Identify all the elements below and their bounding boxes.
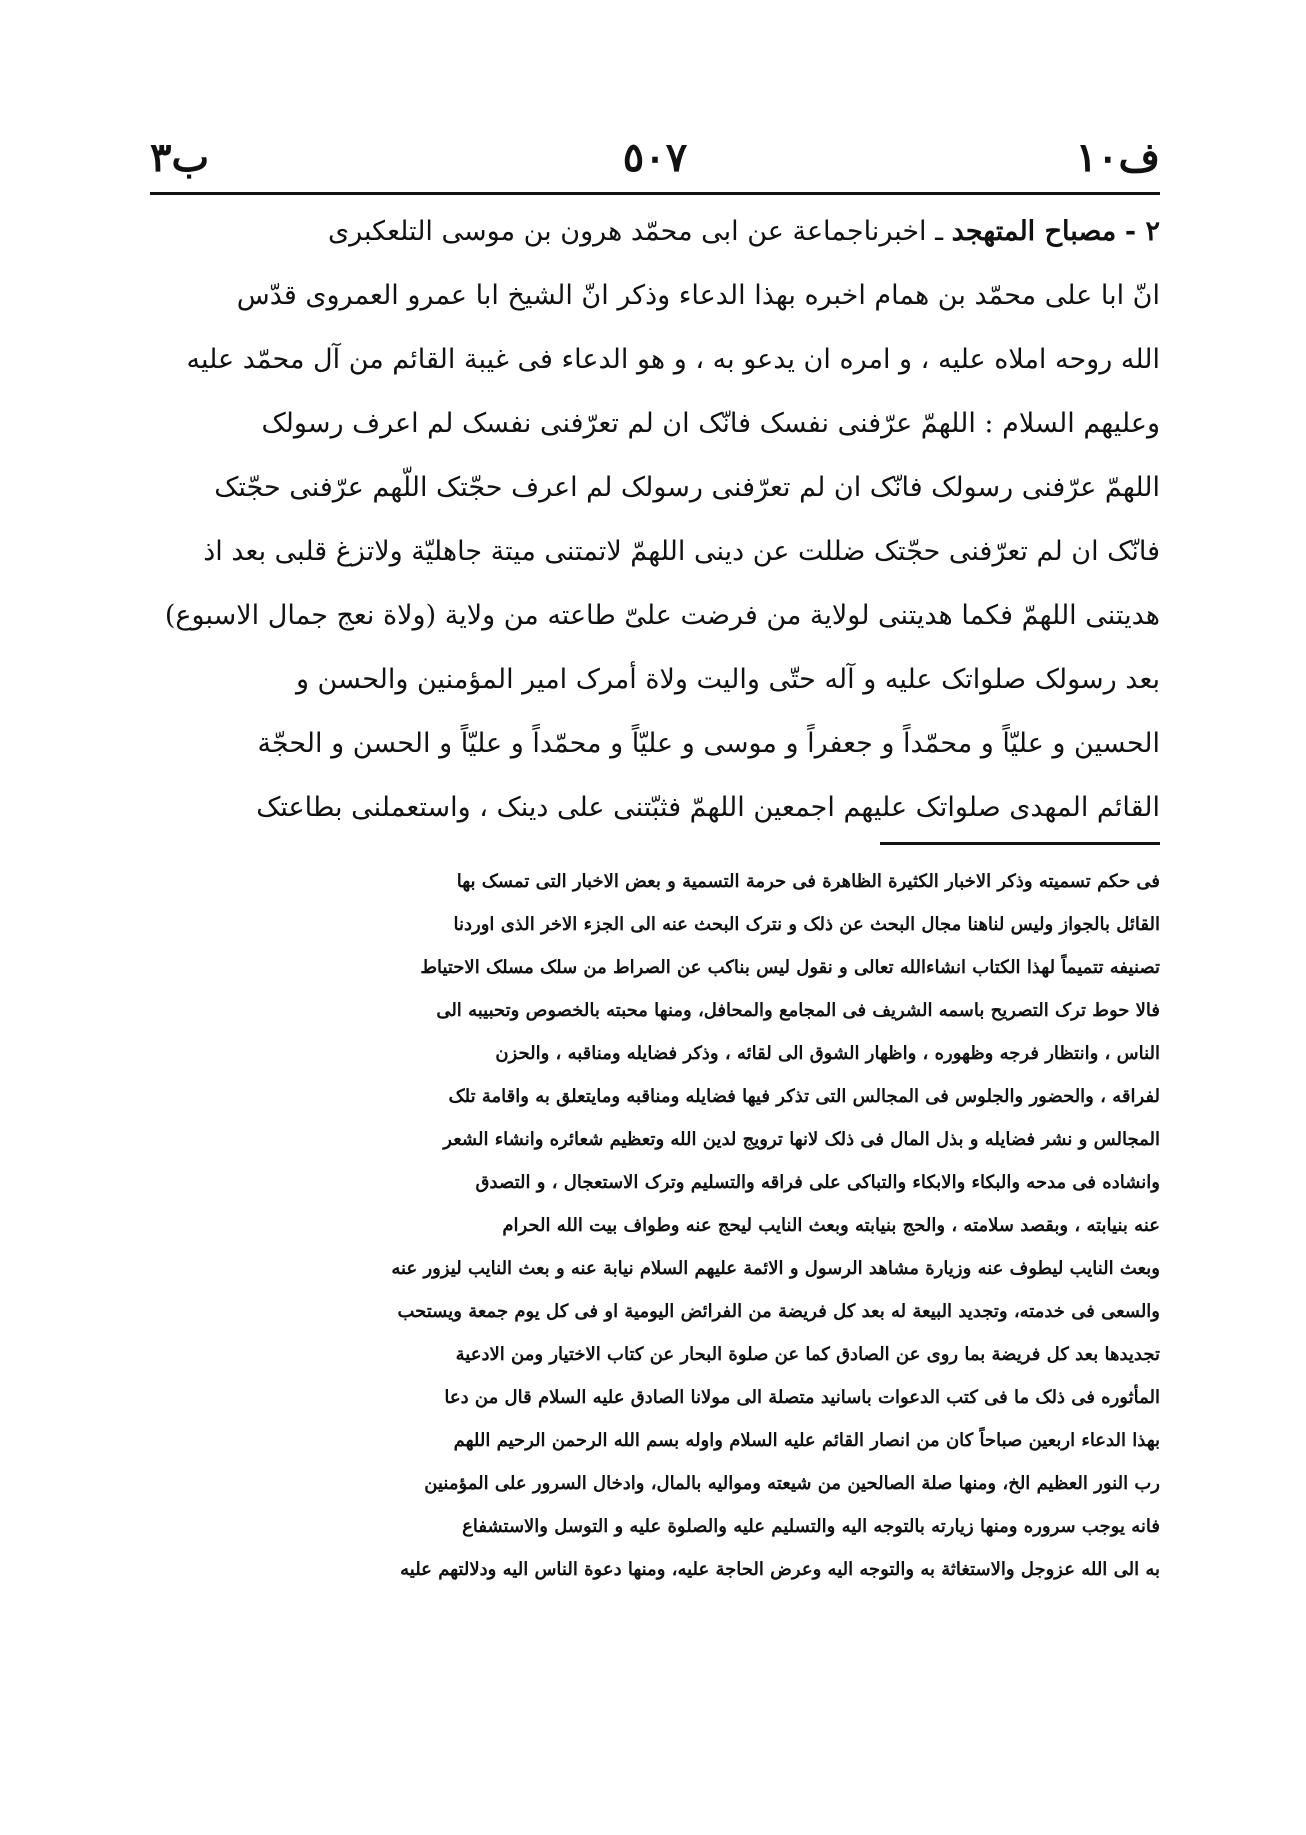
- footnote-line: فانه یوجب سروره ومنها زیارته بالتوجه الیه والتسلیم علیه والصلوة علیه و التوسل والاستشفاع: [462, 1516, 1160, 1537]
- footnote-line: تصنیفه تتمیماً لهذا الکتاب انشاءالله تعالی و نقول لیس بناکب عن الصراط من سلک مسلک الاحتیاط: [420, 957, 1160, 978]
- footnote-line: تجدیدها بعد کل فریضة بما روی عن الصادق کما عن صلوة البحار عن کتاب الاختیار ومن الادعیة: [455, 1344, 1160, 1365]
- main-line: الحسین و علیّاً و محمّداً و جعفراً و موسی و علیّاً و محمّداً و علیّاً و الحسن و الحجّة: [257, 728, 1160, 759]
- main-line: القائم المهدی صلواتک علیهم اجمعین اللهمّ فثبّتنی علی دینک ، واستعملنی بطاعتک: [256, 792, 1160, 823]
- footnote-line: لفراقه ، والحضور والجلوس فی المجالس التی تذکر فیها فضایله ومناقبه ومایتعلق به واقامة تلک: [448, 1086, 1160, 1107]
- footnote-line: والسعی فی خدمته، وتجدید البیعة له بعد کل فریضة من الفرائض الیومیة او فی کل یوم جمعة ویستحب: [397, 1301, 1160, 1322]
- footnote-line: المأثوره فی ذلک ما فی کتب الدعوات باسانید متصلة الی مولانا الصادق علیه السلام قال من دعا: [444, 1387, 1160, 1408]
- footnote-line: القائل بالجواز ولیس لناهنا مجال البحث عن ذلک و نترک البحث عنه الی الجزء الاخر الذی اوردنا: [453, 914, 1160, 935]
- main-text: [150, 200, 1160, 840]
- footnote-line: الناس ، وانتظار فرجه وظهوره ، واظهار الشوق الی لقائه ، وذکر فضایله ومناقبه ، والحزن: [495, 1043, 1160, 1064]
- main-line: وعلیهم السلام : اللهمّ عرّفنی نفسک فانّک ان لم تعرّفنی نفسک لم اعرف رسولک: [261, 408, 1160, 439]
- main-line: [150, 200, 1160, 264]
- footnote-line: به الی الله عزوجل والاستغاثة به والتوجه الیه وعرض الحاجة علیه، ومنها دعوة الناس الیه ودلالتهم علیه: [400, 1559, 1160, 1580]
- header-divider: [150, 192, 1160, 195]
- footnote-line: وبعث النایب لیطوف عنه وزیارة مشاهد الرسول و الائمة علیهم السلام نیابة عنه و بعث النایب لیزور عنه: [391, 1258, 1160, 1279]
- source-title: مصباح المتهجد: [951, 216, 1117, 247]
- footnote-line: وانشاده فی مدحه والبکاء والابکاء والتباکی علی فراقه والتسلیم وترک الاستعجال ، و التصدق: [475, 1172, 1160, 1193]
- main-line: الله روحه املاه علیه ، و امره ان یدعو به ، و هو الدعاء فی غیبة القائم من آل محمّد علیه: [186, 344, 1160, 375]
- footnote-line: المجالس و نشر فضایله و بذل المال فی ذلک لانها ترویج لدین الله وتعظیم شعائره وانشاء الشعر: [443, 1129, 1160, 1150]
- main-line: فانّک ان لم تعرّفنی حجّتک ضللت عن دینی اللهمّ لاتمتنی میتة جاهلیّة ولاتزغ قلبی بعد اذ: [203, 536, 1160, 567]
- footnote-line: فی حکم تسمیته وذکر الاخبار الکثیرة الظاهرة فی حرمة التسمیة و بعض الاخبار التی تمسک بها: [456, 871, 1160, 892]
- main-line: هدیتنی اللهمّ فکما هدیتنی لولایة من فرضت علیّ طاعته من ولایة (ولاة نعج جمال الاسبوع): [164, 600, 1160, 631]
- footnotes: [150, 860, 1160, 1591]
- header-left-label: ب٣: [150, 134, 210, 181]
- footnote-divider: [880, 842, 1160, 845]
- page-header: [150, 128, 1160, 188]
- main-line: انّ ابا علی محمّد بن همام اخبره بهذا الدعاء وذکر انّ الشیخ ابا عمرو العمروی قدّس: [236, 280, 1160, 311]
- header-right-label: ف١٠: [1075, 134, 1160, 181]
- main-line: بعد رسولک صلواتک علیه و آله حتّی والیت ولاة أمرک امیر المؤمنین والحسن و: [295, 664, 1160, 695]
- footnote-line: فالا حوط ترک التصریح باسمه الشریف فی المجامع والمحافل، ومنها محبته بالخصوص وتحبیبه الی: [436, 1000, 1160, 1021]
- footnote-line: بهذا الدعاء اربعین صباحاً کان من انصار القائم علیه السلام واوله بسم الله الرحمن الرحیم اللهم: [453, 1430, 1160, 1451]
- page-number: ٥٠٧: [622, 134, 688, 181]
- footnote-line: عنه بنیابته ، وبقصد سلامته ، والحج بنیابته وبعث النایب لیحج عنه وطواف بیت الله الحرام: [502, 1215, 1160, 1236]
- main-line: اللهمّ عرّفنی رسولک فانّک ان لم تعرّفنی رسولک لم اعرف حجّتک اللّهم عرّفنی حجّتک: [214, 472, 1160, 503]
- source-number: ٢ -: [1124, 216, 1160, 247]
- main-line-text: ـ اخبرناجماعة عن ابی محمّد هرون بن موسی التلعکبری: [328, 216, 944, 247]
- footnote-line: رب النور العظیم الخ، ومنها صلة الصالحین من شیعته وموالیه بالمال، وادخال السرور علی المؤمنین: [424, 1473, 1160, 1494]
